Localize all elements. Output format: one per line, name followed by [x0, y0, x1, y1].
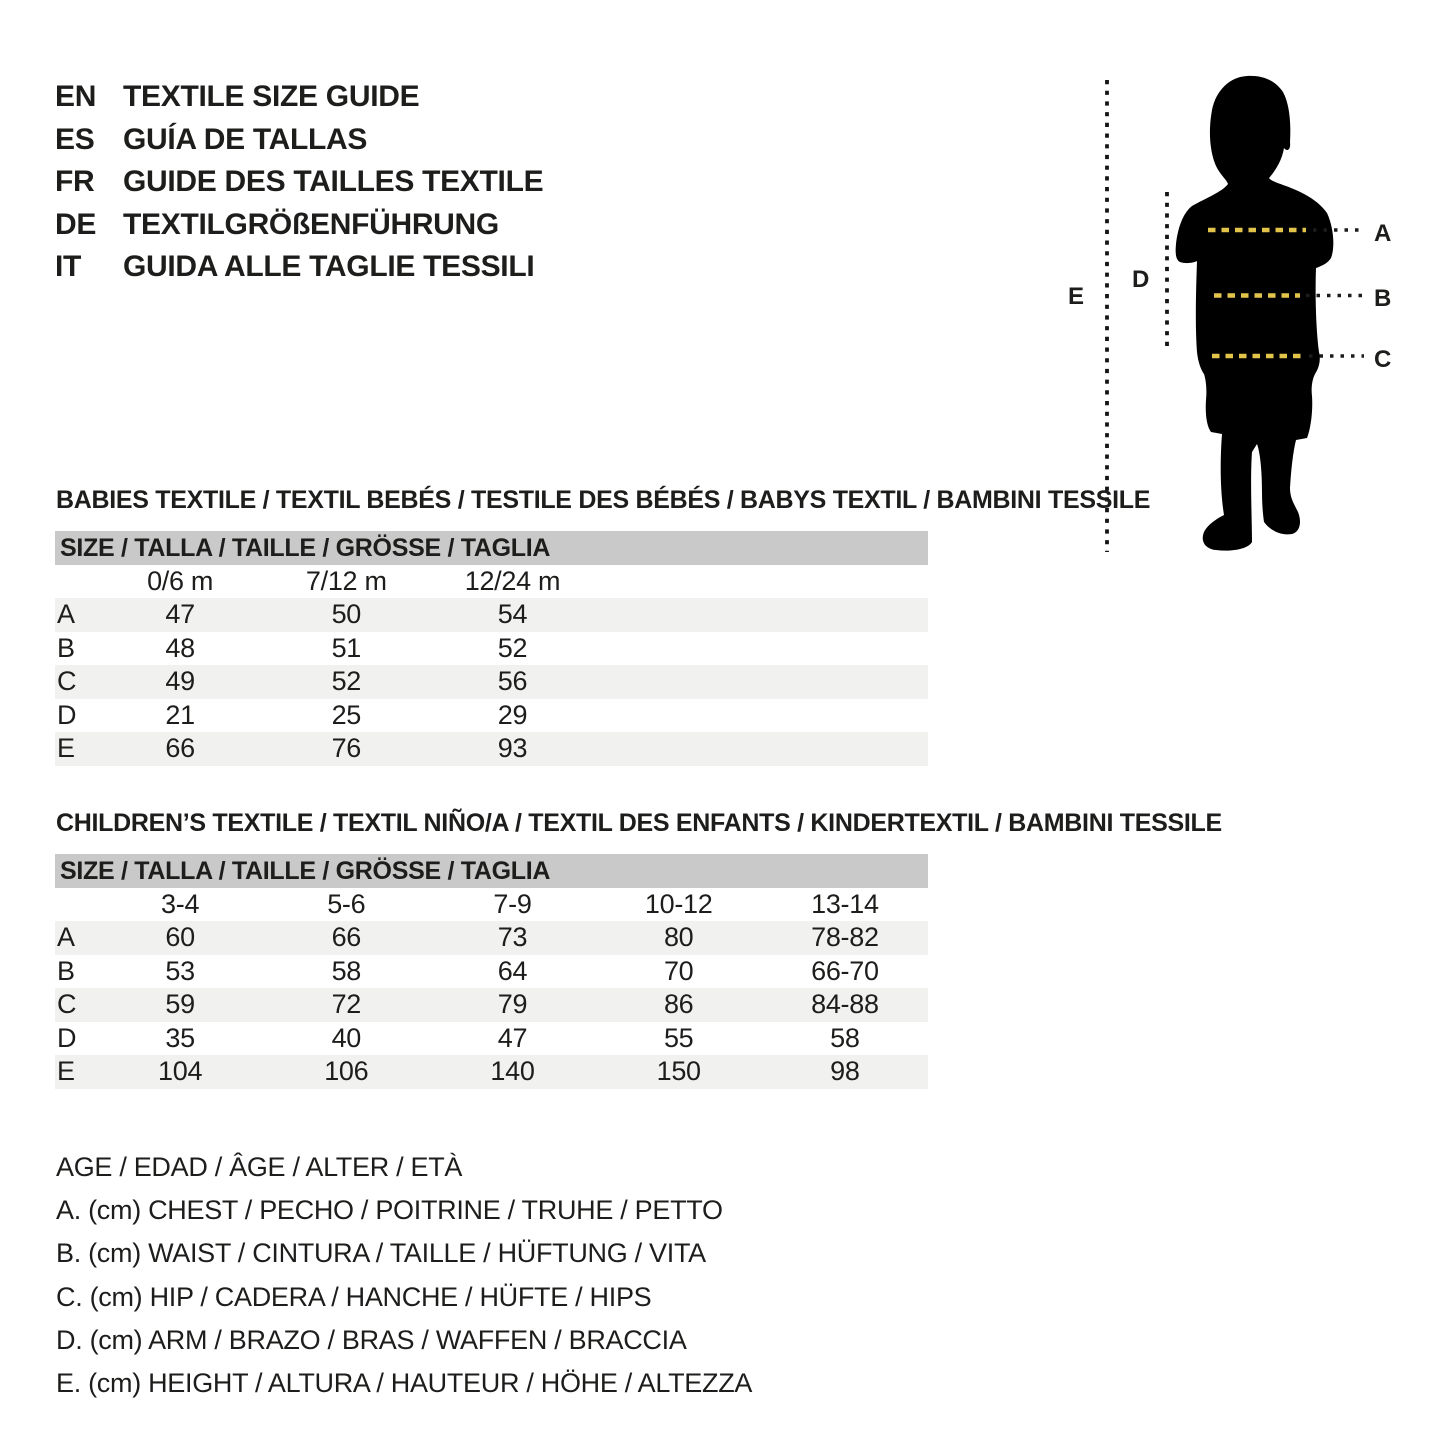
babies-table-header: SIZE / TALLA / TAILLE / GRÖSSE / TAGLIA	[55, 531, 928, 565]
babies-size-table	[55, 531, 928, 766]
table-row	[55, 598, 928, 632]
cell-value: 40	[331, 1022, 361, 1053]
cell-value: 150	[656, 1056, 701, 1087]
cell-value: 47	[165, 599, 195, 630]
cell-value: 35	[165, 1022, 195, 1053]
cell-value: 140	[490, 1056, 535, 1087]
title-es: GUÍA DE TALLAS	[123, 122, 368, 156]
row-label: D	[57, 1022, 77, 1053]
cell-value: 66	[165, 733, 195, 764]
cell-value: 53	[165, 955, 195, 986]
title-row-fr	[55, 161, 543, 204]
cell-value: 58	[331, 955, 361, 986]
figure-label-b: B	[1374, 285, 1392, 312]
table-row	[55, 632, 928, 666]
measurement-legend	[56, 1146, 752, 1405]
children-col-1: 5-6	[327, 889, 366, 919]
cell-value: 73	[497, 922, 528, 953]
children-column-header-row	[55, 888, 928, 921]
cell-value: 50	[331, 599, 361, 630]
cell-value: 52	[331, 666, 361, 697]
row-label: B	[57, 632, 75, 663]
cell-value: 21	[165, 699, 195, 730]
cell-value: 72	[331, 989, 361, 1020]
title-row-es	[55, 119, 543, 162]
figure-label-e: E	[1068, 283, 1084, 310]
figure-label-d: D	[1132, 266, 1150, 293]
cell-value: 106	[324, 1056, 369, 1087]
cell-value: 56	[497, 666, 528, 697]
title-block	[55, 76, 543, 289]
cell-value: 59	[165, 989, 195, 1020]
table-row	[55, 665, 928, 699]
cell-value: 64	[497, 955, 528, 986]
cell-value: 98	[830, 1056, 860, 1087]
table-row	[55, 1022, 928, 1056]
cell-value: 79	[497, 989, 528, 1020]
legend-chest: A. (cm) CHEST / PECHO / POITRINE / TRUHE / PETTO	[56, 1195, 723, 1226]
children-table-header: SIZE / TALLA / TAILLE / GRÖSSE / TAGLIA	[55, 854, 928, 888]
table-row	[55, 732, 928, 766]
lang-code-en: EN	[55, 80, 97, 114]
row-label: A	[57, 599, 75, 630]
cell-value: 84-88	[811, 989, 879, 1020]
row-label: C	[57, 666, 77, 697]
cell-value: 48	[165, 632, 195, 663]
cell-value: 70	[663, 955, 694, 986]
legend-age: AGE / EDAD / ÂGE / ALTER / ETÀ	[56, 1152, 463, 1182]
cell-value: 52	[497, 632, 528, 663]
children-section-title: CHILDREN’S TEXTILE / TEXTIL NIÑO/A / TEXTIL DES ENFANTS / KINDERTEXTIL / BAMBINI TESSILE	[56, 809, 1222, 837]
title-it: GUIDA ALLE TAGLIE TESSILI	[123, 250, 535, 284]
babies-col-2: 12/24 m	[464, 566, 561, 596]
legend-arm: D. (cm) ARM / BRAZO / BRAS / WAFFEN / BRACCIA	[56, 1324, 687, 1355]
child-silhouette	[1176, 76, 1334, 551]
legend-waist: B. (cm) WAIST / CINTURA / TAILLE / HÜFTUNG / VITA	[56, 1238, 706, 1269]
babies-section-title: BABIES TEXTILE / TEXTIL BEBÉS / TESTILE DES BÉBÉS / BABYS TEXTIL / BAMBINI TESSILE	[56, 486, 1151, 514]
table-row	[55, 921, 928, 955]
cell-value: 66-70	[811, 955, 879, 986]
children-col-4: 13-14	[811, 889, 879, 919]
cell-value: 54	[497, 599, 528, 630]
legend-hip: C. (cm) HIP / CADERA / HANCHE / HÜFTE / HIPS	[56, 1281, 652, 1312]
cell-value: 47	[497, 1022, 528, 1053]
cell-value: 51	[331, 632, 361, 663]
cell-value: 104	[158, 1056, 203, 1087]
cell-value: 55	[663, 1022, 694, 1053]
cell-value: 80	[663, 922, 694, 953]
table-row	[55, 988, 928, 1022]
babies-column-header-row	[55, 565, 928, 598]
title-row-de	[55, 204, 543, 247]
table-row	[55, 1055, 928, 1089]
cell-value: 29	[497, 699, 528, 730]
title-row-it	[55, 246, 543, 289]
row-label: D	[57, 699, 77, 730]
lang-code-fr: FR	[55, 165, 95, 199]
babies-col-0: 0/6 m	[147, 566, 214, 596]
legend-height: E. (cm) HEIGHT / ALTURA / HAUTEUR / HÖHE / ALTEZZA	[56, 1368, 753, 1399]
row-label: E	[57, 1056, 75, 1087]
title-row-en	[55, 76, 543, 119]
lang-code-de: DE	[55, 207, 97, 241]
row-label: C	[57, 989, 77, 1020]
cell-value: 25	[331, 699, 361, 730]
title-de: TEXTILGRÖßENFÜHRUNG	[123, 207, 499, 241]
children-col-2: 7-9	[493, 889, 532, 919]
figure-label-a: A	[1374, 220, 1392, 247]
children-col-3: 10-12	[644, 889, 713, 919]
cell-value: 60	[165, 922, 195, 953]
row-label: B	[57, 955, 75, 986]
lang-code-it: IT	[55, 250, 82, 284]
cell-value: 58	[830, 1022, 860, 1053]
figure-label-c: C	[1374, 346, 1392, 373]
title-en: TEXTILE SIZE GUIDE	[123, 80, 420, 114]
cell-value: 49	[165, 666, 195, 697]
row-label: A	[57, 922, 75, 953]
children-size-table	[55, 854, 928, 1089]
cell-value: 76	[331, 733, 361, 764]
title-fr: GUIDE DES TAILLES TEXTILE	[123, 165, 544, 199]
table-row	[55, 955, 928, 989]
babies-col-1: 7/12 m	[305, 566, 387, 596]
children-col-0: 3-4	[161, 889, 200, 919]
table-row	[55, 699, 928, 733]
lang-code-es: ES	[55, 122, 95, 156]
cell-value: 86	[663, 989, 694, 1020]
cell-value: 93	[497, 733, 528, 764]
cell-value: 78-82	[811, 922, 879, 953]
row-label: E	[57, 733, 75, 764]
cell-value: 66	[331, 922, 361, 953]
